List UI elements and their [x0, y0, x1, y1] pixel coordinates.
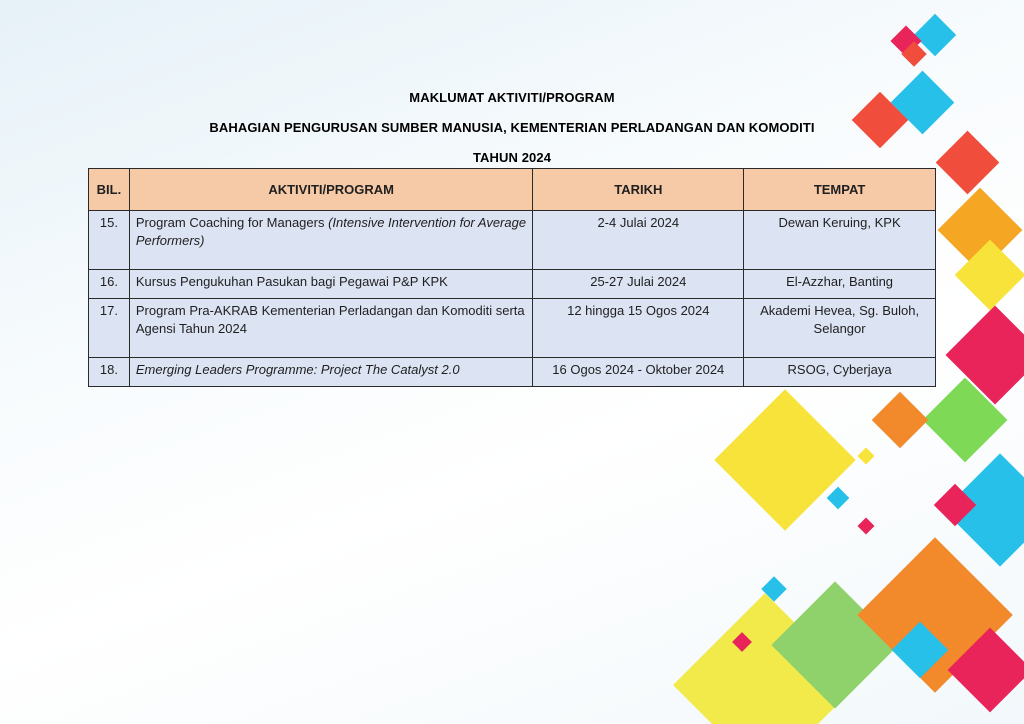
cell-tempat: Akademi Hevea, Sg. Buloh, Selangor — [744, 299, 936, 358]
table-row — [89, 211, 936, 270]
cell-program — [129, 299, 533, 358]
decorative-square — [714, 389, 855, 530]
header-bil: BIL. — [89, 169, 130, 211]
cell-program — [129, 358, 533, 387]
program-text: Program Pra-AKRAB Kementerian Perladangan dan Komoditi serta Agensi Tahun 2024 — [135, 303, 525, 336]
program-text: Program Coaching for Managers — [135, 215, 329, 230]
program-italic-text: Emerging Leaders Programme: Project The Catalyst 2.0 — [135, 362, 460, 377]
cell-bil: 17. — [89, 299, 130, 358]
cell-tempat: Dewan Keruing, KPK — [744, 211, 936, 270]
header-tarikh: TARIKH — [533, 169, 744, 211]
decorative-square — [858, 448, 875, 465]
header-tempat: TEMPAT — [744, 169, 936, 211]
heading-department: BAHAGIAN PENGURUSAN SUMBER MANUSIA, KEMENTERIAN PERLADANGAN DAN KOMODITI — [209, 120, 815, 135]
cell-program — [129, 270, 533, 299]
heading-title: MAKLUMAT AKTIVITI/PROGRAM — [409, 90, 615, 105]
cell-tempat: El-Azzhar, Banting — [744, 270, 936, 299]
cell-bil: 18. — [89, 358, 130, 387]
decorative-square — [872, 392, 929, 449]
decorative-square — [827, 487, 850, 510]
document-heading — [88, 84, 936, 165]
header-aktiviti: AKTIVITI/PROGRAM — [129, 169, 533, 211]
cell-tarikh: 2-4 Julai 2024 — [533, 211, 744, 270]
cell-tarikh: 12 hingga 15 Ogos 2024 — [533, 299, 744, 358]
cell-bil: 15. — [89, 211, 130, 270]
cell-tarikh: 16 Ogos 2024 - Oktober 2024 — [533, 358, 744, 387]
table-row — [89, 358, 936, 387]
cell-tarikh: 25-27 Julai 2024 — [533, 270, 744, 299]
table-header-row — [89, 169, 936, 211]
activity-table — [88, 168, 936, 387]
table-row — [89, 299, 936, 358]
decorative-square — [858, 518, 875, 535]
cell-tempat: RSOG, Cyberjaya — [744, 358, 936, 387]
heading-year: TAHUN 2024 — [472, 150, 552, 165]
program-text: Kursus Pengukuhan Pasukan bagi Pegawai P&P KPK — [135, 274, 448, 289]
cell-program — [129, 211, 533, 270]
decorative-square — [936, 131, 1000, 195]
program-italic-text: (Intensive Intervention for Average Performers) — [135, 215, 527, 248]
table-row — [89, 270, 936, 299]
cell-bil: 16. — [89, 270, 130, 299]
